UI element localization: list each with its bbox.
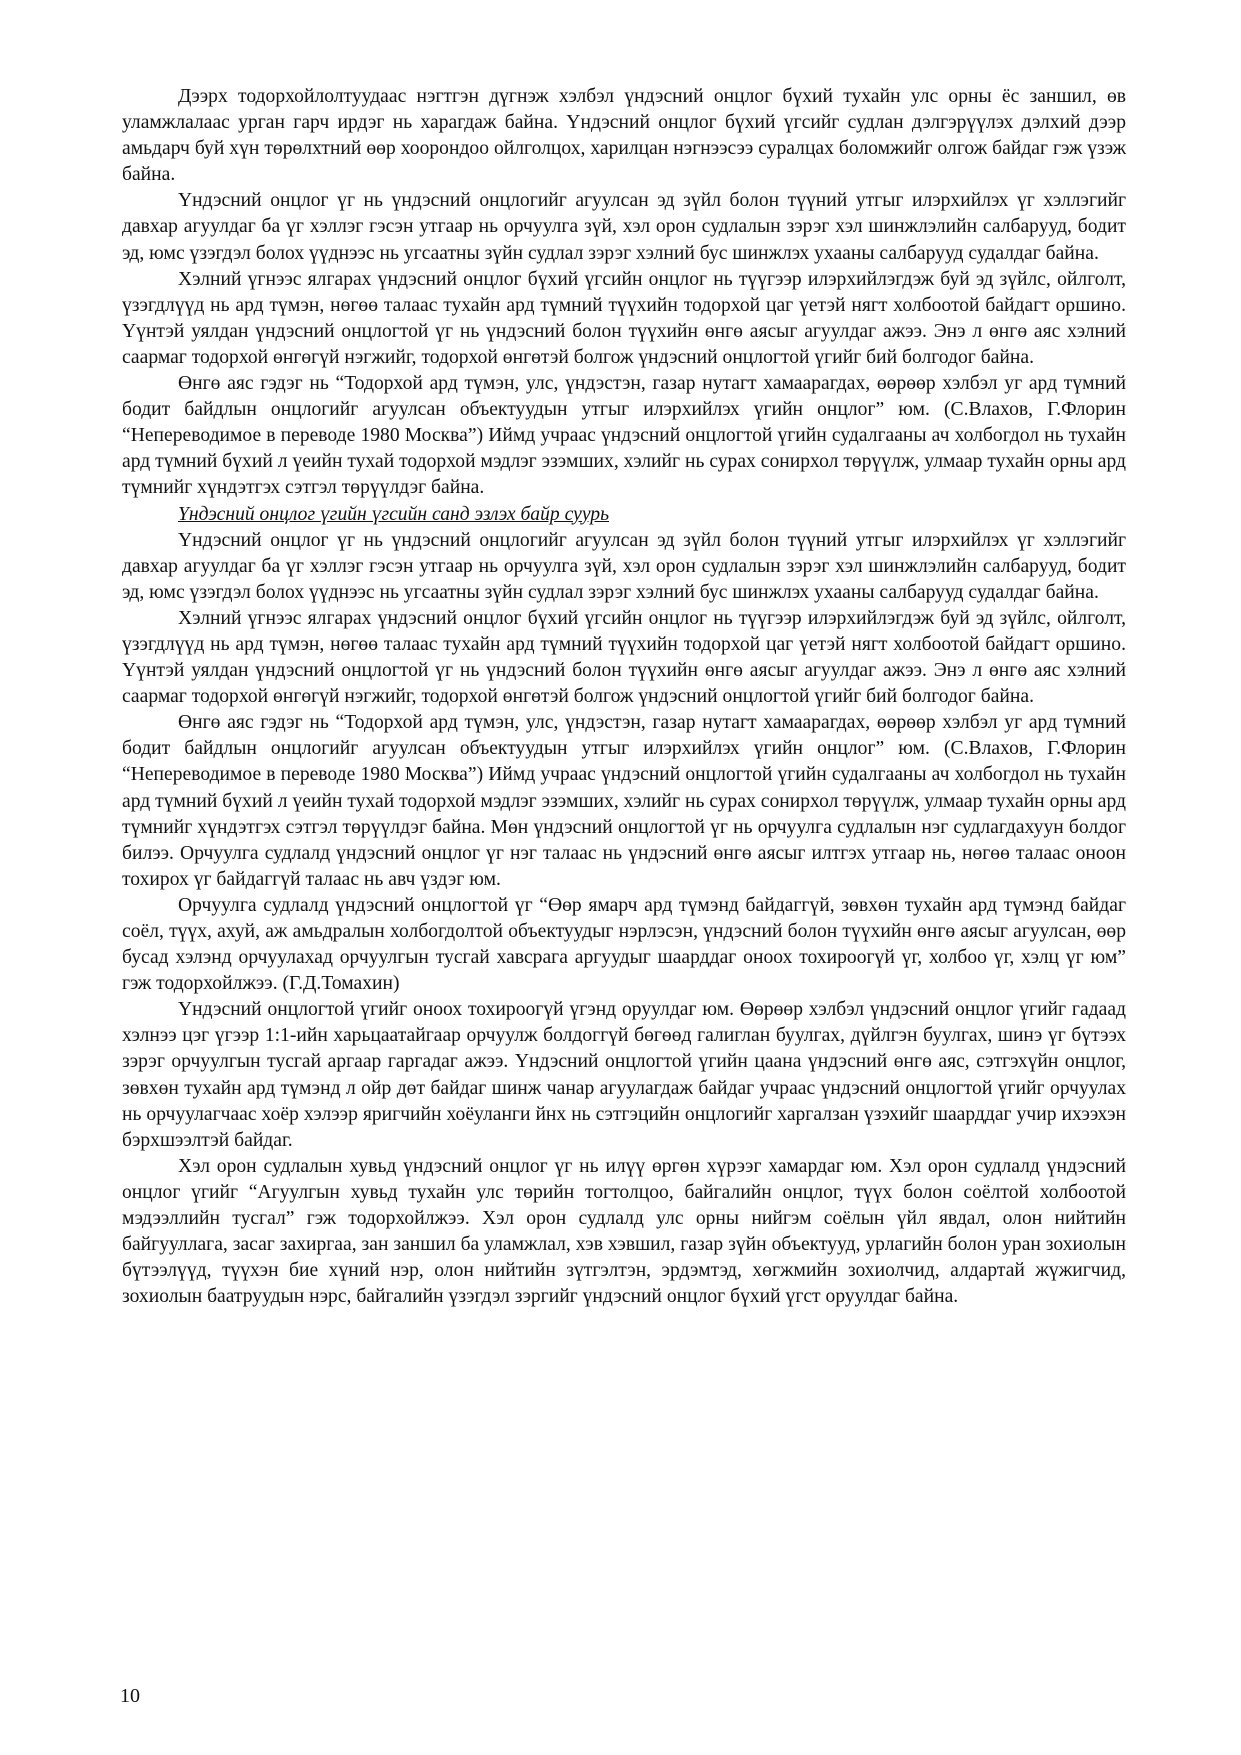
page-number: 10 — [120, 1685, 140, 1707]
paragraph: Үндэсний онцлогтой үгийг оноох тохироогүй үгэнд оруулдаг юм. Өөрөөр хэлбэл үндэсний онцлог үгийг гадаад хэлнээ цэг үгээр 1:1-ийн харьцаатайгаар орчуулж болдоггүй бөгөөд галиглан буулгах, дүйлгэн буулгах, шинэ үг бүтээх зэрэг орчуулгын тусгай аргаар гаргадаг ажээ. Үндэсний онцлогтой үгийн цаана үндэсний өнгө аяс, сэтгэхүйн онцлог, зөвхөн тухайн ард түмэнд л ойр дөт байдаг шинж чанар агуулагдаж байдаг учраас үндэсний онцлогтой үгийг орчуулах нь орчуулагчаас хоёр хэлээр яригчийн хоёуланги йнх нь сэтгэцийн онцлогийг харгалзан үзэхийг шаарддаг учир ихээхэн бэрхшээлтэй байдаг. — [122, 999, 1126, 1151]
paragraph: Үндэсний онцлог үг нь үндэсний онцлогийг агуулсан эд зүйл болон түүний утгыг илэрхийлэх үг хэллэгийг давхар агуулдаг ба үг хэллэг гэсэн утгаар нь орчуулга зүй, хэл орон судлалын зэрэг хэл шинжлэлийн салбарууд, бодит эд, юмс үзэгдэл болох үүднээс нь угсаатны зүйн судлал зэрэг хэлний бус шинжлэх ухааны салбарууд судалдаг байна. — [122, 190, 1126, 264]
paragraph: Хэл орон судлалын хувьд үндэсний онцлог үг нь илүү өргөн хүрээг хамардаг юм. Хэл орон судлалд үндэсний онцлог үгийг “Агуулгын хувьд тухайн улс төрийн тогтолцоо, байгалийн онцлог, түүх болон соёлтой холбоотой мэдээллийн тусгал” гэж тодорхойлжээ. Хэл орон судлалд улс орны нийгэм соёлын үйл явдал, олон нийтийн байгууллага, засаг захиргаа, зан заншил ба уламжлал, хэв хэвшил, газар зүйн объектууд, урлагийн болон уран зохиолын бүтээлүүд, түүхэн бие хүний нэр, олон нийтийн зүтгэлтэн, эрдэмтэд, хөгжмийн зохиолчид, алдартай жүжигчид, зохиолын баатруудын нэрс, байгалийн үзэгдэл зэргийг үндэсний онцлог бүхий үгст оруулдаг байна. — [122, 1155, 1126, 1308]
paragraph: Үндэсний онцлог үг нь үндэсний онцлогийг агуулсан эд зүйл болон түүний утгыг илэрхийлэх үг хэллэгийг давхар агуулдаг ба үг хэллэг гэсэн утгаар нь орчуулга зүй, хэл орон судлалын зэрэг хэл шинжлэлийн салбарууд, бодит эд, юмс үзэгдэл болох үүднээс нь угсаатны зүйн судлал зэрэг хэлний бус шинжлэх ухааны салбарууд судалдаг байна. — [122, 529, 1126, 603]
paragraph: Хэлний үгнээс ялгарах үндэсний онцлог бүхий үгсийн онцлог нь түүгээр илэрхийлэгдэж буй эд зүйлс, ойлголт, үзэгдлүүд нь ард түмэн, нөгөө талаас тухайн ард түмний түүхийн тодорхой цаг үетэй нягт холбоотой байдагт оршино. Үүнтэй уялдан үндэсний онцлогтой үг нь үндэсний болон түүхийн өнгө аясыг агуулдаг ажээ. Энэ л өнгө аяс хэлний саармаг тодорхой өнгөгүй нэгжийг, тодорхой өнгөтэй болгож үндэсний онцлогтой үгийг бий болгодог байна. — [122, 268, 1126, 368]
paragraph: Дээрх тодорхойлолтуудаас нэгтгэн дүгнэж хэлбэл үндэсний онцлог бүхий тухайн улс орны ёс заншил, өв уламжлалаас урган гарч ирдэг нь харагдаж байна. Үндэсний онцлог бүхий үгсийг судлан дэлгэрүүлэх дэлхий дээр амьдарч буй хүн төрөлхтний өөр хоорондоо ойлголцох, харилцан нэгнээсээ суралцах боломжийг олгож байдаг гэж үзэж байна. — [122, 86, 1126, 186]
section-heading: Үндэсний онцлог үгийн үгсийн санд эзлэх байр суурь — [178, 503, 609, 525]
paragraph: Орчуулга судлалд үндэсний онцлогтой үг “Өөр ямарч ард түмэнд байдаггүй, зөвхөн тухайн ард түмэнд байдаг соёл, түүх, ахуй, аж амьдралын холбогдолтой объектуудыг нэрлэсэн, үндэсний болон түүхийн өнгө аясыг агуулсан, өөр бусад хэлэнд орчуулахад орчуулгын тусгай хавсрага аргуудыг шаарддаг оноох тохироогүй үг, холбоо үг, хэлц үг юм” гэж тодорхойлжээ. (Г.Д.Томахин) — [122, 894, 1126, 995]
paragraph: Өнгө аяс гэдэг нь “Тодорхой ард түмэн, улс, үндэстэн, газар нутагт хамаарагдах, өөрөөр хэлбэл уг ард түмний бодит байдлын онцлогийг агуулсан объектуудын утгыг илэрхийлэх үгийн онцлог” юм. (С.Влахов, Г.Флорин “Непереводимое в переводе 1980 Москва”) Иймд учраас үндэсний онцлогтой үгийн судалгааны ач холбогдол нь тухайн ард түмний бүхий л үеийн тухай тодорхой мэдлэг эзэмших, хэлийг нь сурах сонирхол төрүүлж, улмаар тухайн орны ард түмнийг хүндэтгэх сэтгэл төрүүлдэг байна. — [122, 373, 1126, 499]
paragraph: Хэлний үгнээс ялгарах үндэсний онцлог бүхий үгсийн онцлог нь түүгээр илэрхийлэгдэж буй эд зүйлс, ойлголт, үзэгдлүүд нь ард түмэн, нөгөө талаас тухайн ард түмний түүхийн тодорхой цаг үетэй нягт холбоотой байдагт оршино. Үүнтэй уялдан үндэсний онцлогтой үг нь үндэсний болон түүхийн өнгө аясыг агуулдаг ажээ. Энэ л өнгө аяс хэлний саармаг тодорхой өнгөгүй нэгжийг, тодорхой өнгөтэй болгож үндэсний онцлогтой үгийг бий болгодог байна. — [122, 607, 1126, 708]
document-body — [122, 84, 1126, 1310]
paragraph: Өнгө аяс гэдэг нь “Тодорхой ард түмэн, улс, үндэстэн, газар нутагт хамаарагдах, өөрөөр хэлбэл уг ард түмний бодит байдлын онцлогийг агуулсан объектуудын утгыг илэрхийлэх үгийн онцлог” юм. (С.Влахов, Г.Флорин “Непереводимое в переводе 1980 Москва”) Иймд учраас үндэсний онцлогтой үгийн судалгааны ач холбогдол нь тухайн ард түмний бүхий л үеийн тухай тодорхой мэдлэг эзэмших, хэлийг нь сурах сонирхол төрүүлж, улмаар тухайн орны ард түмнийг хүндэтгэх сэтгэл төрүүлдэг байна. Мөн үндэсний онцлогтой үг нь орчуулга судлалын нэг судлагдахуун болдог билээ. Орчуулга судлалд үндэсний онцлог үг нэг талаас нь үндэсний өнгө аясыг илтгэх утгаар нь, нөгөө талаас оноон тохирох үг байдаггүй талаас нь авч үздэг юм. — [122, 712, 1126, 890]
